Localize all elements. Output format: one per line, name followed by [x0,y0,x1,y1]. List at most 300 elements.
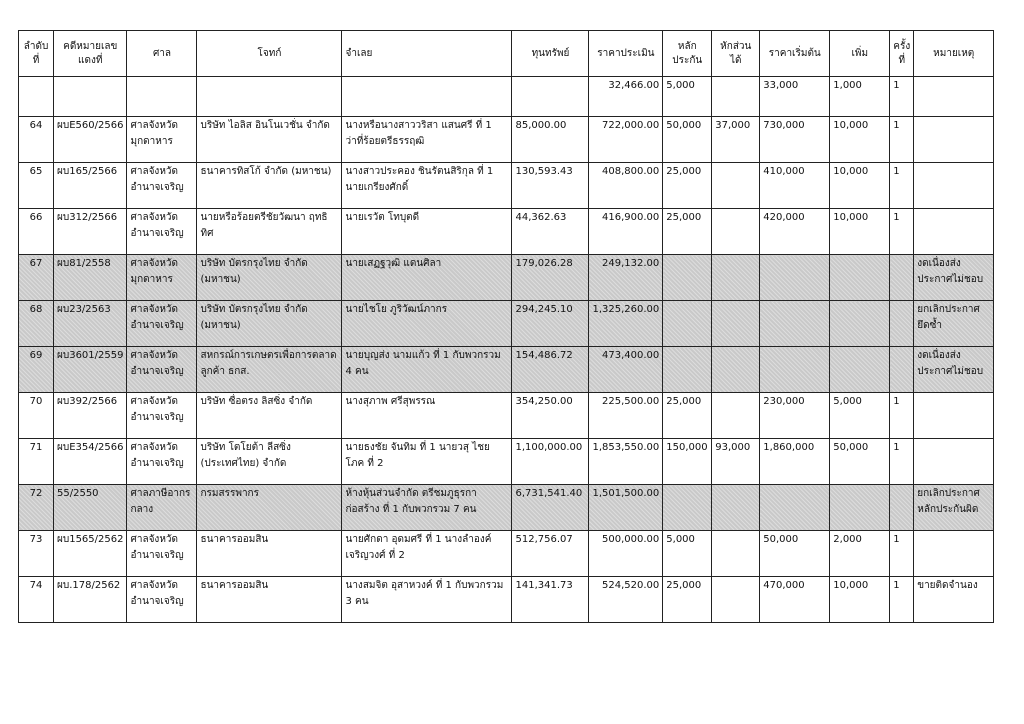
cell-court [127,77,197,117]
cell-deposit [663,255,712,301]
cell-court-text: ศาลจังหวัดอำนาจเจริญ [130,534,184,561]
cell-case-no-text: ผบ.178/2562 [57,580,121,591]
cell-appraisal [589,577,663,623]
cell-appraisal-text: 32,466.00 [608,80,660,91]
cell-appraisal [589,77,663,117]
cell-appraisal-text: 1,501,500.00 [592,488,660,499]
cell-times [890,577,914,623]
cell-remark [914,393,994,439]
cell-defendant-text: นายไชโย ภูริวัฒน์ภากร [345,304,448,315]
cell-remark [914,77,994,117]
cell-appraisal-text: 722,000.00 [602,120,660,131]
cell-deposit [663,163,712,209]
cell-no [19,301,54,347]
cell-case-no [54,439,127,485]
cell-defendant-text: ห้างหุ้นส่วนจำกัด ตรีชมภูธุรกา ก่อสร้าง ที่ 1 กับพวกรวม 7 คน [345,488,477,515]
cell-no [19,163,54,209]
cell-plaintiff-text: ธนาคารออมสิน [200,580,269,591]
cell-increment-text: 10,000 [833,166,869,177]
cell-remark [914,577,994,623]
cell-plaintiff-text: ธนาคารทิสโก้ จำกัด (มหาชน) [200,166,332,177]
cell-increment-text: 5,000 [833,396,862,407]
cell-defendant-text: นายศักดา อุดมศรี ที่ 1 นางลำองค์ เจริญวงศ์ ที่ 2 [345,534,492,561]
header-no: ลำดับที่ [19,31,54,77]
cell-case-no-text: ผบ392/2566 [57,396,118,407]
cell-remark-text: ขายติดจำนอง [917,580,978,591]
cell-capital [512,301,589,347]
cell-start-price [760,117,830,163]
header-plaintiff: โจทก์ [197,31,342,77]
cell-deductible-text: 93,000 [715,442,751,453]
cell-plaintiff [197,577,342,623]
cell-remark [914,439,994,485]
cell-deductible [712,163,760,209]
cell-plaintiff [197,347,342,393]
cell-plaintiff [197,393,342,439]
cell-appraisal-text: 225,500.00 [602,396,660,407]
cell-increment [830,255,890,301]
cell-deductible [712,301,760,347]
cell-times-text: 1 [893,166,900,177]
cell-defendant-text: นางสุภาพ ศรีสุพรรณ [345,396,436,407]
cell-defendant-text: นายเสฏฐวุฒิ แดนศิลา [345,258,442,269]
cell-plaintiff [197,439,342,485]
cell-start-price-text: 410,000 [763,166,805,177]
cell-plaintiff-text: บริษัท บัตรกรุงไทย จำกัด (มหาชน) [200,258,308,285]
cell-deductible [712,485,760,531]
cell-court-text: ศาลภาษีอากรกลาง [130,488,191,515]
cell-no-text: 71 [29,442,43,453]
table-row [19,163,994,209]
cell-capital-text: 512,756.07 [515,534,573,545]
cell-court-text: ศาลจังหวัดอำนาจเจริญ [130,166,184,193]
cell-appraisal-text: 500,000.00 [602,534,660,545]
cell-no-text: 64 [29,120,43,131]
header-deductible: หักส่วนได้ [712,31,760,77]
cell-case-no [54,485,127,531]
cell-capital-text: 179,026.28 [515,258,573,269]
cell-appraisal-text: 473,400.00 [602,350,660,361]
header-defendant: จำเลย [342,31,512,77]
cell-start-price [760,577,830,623]
cell-no-text: 70 [29,396,43,407]
cell-appraisal [589,301,663,347]
cell-plaintiff [197,163,342,209]
cell-appraisal-text: 1,853,550.00 [592,442,660,453]
cell-times [890,347,914,393]
cell-start-price [760,393,830,439]
cell-appraisal [589,255,663,301]
cell-defendant [342,577,512,623]
cell-plaintiff [197,117,342,163]
cell-remark-text: ยกเลิกประกาศหลักประกันผิด [917,488,980,515]
cell-times [890,439,914,485]
cell-capital-text: 1,100,000.00 [515,442,583,453]
cell-court [127,439,197,485]
cell-times [890,117,914,163]
cell-deductible-text: 37,000 [715,120,751,131]
document-sheet [18,30,994,623]
cell-capital-text: 44,362.63 [515,212,567,223]
cell-defendant [342,301,512,347]
cell-capital [512,531,589,577]
cell-no-text: 65 [29,166,43,177]
cell-court [127,485,197,531]
cell-start-price [760,209,830,255]
cell-court [127,301,197,347]
cell-defendant-text: นางสาวประคอง ชินรัตนสิริกุล ที่ 1 นายเกรียงศักดิ์ [345,166,494,193]
cell-start-price [760,77,830,117]
cell-times [890,209,914,255]
cell-increment [830,117,890,163]
cell-plaintiff-text: บริษัท โตโยต้า ลีสซิ่ง (ประเทศไทย) จำกัด [200,442,291,469]
cell-deductible [712,439,760,485]
cell-case-no [54,577,127,623]
cell-deductible [712,255,760,301]
cell-case-no [54,255,127,301]
cell-defendant [342,531,512,577]
cell-court-text: ศาลจังหวัดมุกดาหาร [130,258,179,285]
cell-appraisal [589,163,663,209]
cell-times [890,485,914,531]
header-row [19,31,994,77]
header-increment: เพิ่ม [830,31,890,77]
cell-capital-text: 294,245.10 [515,304,573,315]
cell-case-no [54,301,127,347]
cell-no-text: 68 [29,304,43,315]
cell-court-text: ศาลจังหวัดอำนาจเจริญ [130,396,184,423]
cell-court-text: ศาลจังหวัดอำนาจเจริญ [130,580,184,607]
cell-plaintiff [197,531,342,577]
cell-case-no-text: 55/2550 [57,488,99,499]
cell-appraisal-text: 249,132.00 [602,258,660,269]
cell-no [19,209,54,255]
cell-remark-text: งดเนื่องส่งประกาศไม่ชอบ [917,350,984,377]
cell-deposit [663,393,712,439]
cell-capital [512,209,589,255]
cell-deposit-text: 5,000 [666,534,695,545]
cell-start-price-text: 420,000 [763,212,805,223]
cell-deposit [663,531,712,577]
auction-table [18,30,994,623]
cell-no-text: 73 [29,534,43,545]
cell-times-text: 1 [893,580,900,591]
cell-court [127,117,197,163]
cell-times-text: 1 [893,80,900,91]
cell-increment-text: 1,000 [833,80,862,91]
header-start-price: ราคาเริ่มต้น [760,31,830,77]
cell-defendant [342,117,512,163]
cell-times [890,255,914,301]
cell-court [127,393,197,439]
cell-increment-text: 2,000 [833,534,862,545]
cell-times-text: 1 [893,120,900,131]
table-row [19,439,994,485]
cell-defendant [342,77,512,117]
cell-remark [914,485,994,531]
cell-increment [830,439,890,485]
cell-no [19,393,54,439]
header-appraisal: ราคาประเมิน [589,31,663,77]
cell-increment [830,209,890,255]
cell-capital [512,77,589,117]
cell-capital [512,577,589,623]
cell-times-text: 1 [893,442,900,453]
cell-start-price-text: 33,000 [763,80,799,91]
cell-appraisal [589,439,663,485]
cell-no-text: 72 [29,488,43,499]
cell-times [890,77,914,117]
cell-court-text: ศาลจังหวัดอำนาจเจริญ [130,304,184,331]
cell-capital-text: 354,250.00 [515,396,573,407]
cell-deposit-text: 50,000 [666,120,702,131]
cell-appraisal-text: 416,900.00 [602,212,660,223]
cell-remark [914,163,994,209]
cell-plaintiff-text: บริษัท บัตรกรุงไทย จำกัด (มหาชน) [200,304,308,331]
cell-appraisal [589,485,663,531]
cell-times-text: 1 [893,396,900,407]
cell-increment [830,577,890,623]
header-deposit: หลักประกัน [663,31,712,77]
cell-remark [914,255,994,301]
cell-increment [830,301,890,347]
cell-times [890,163,914,209]
cell-deductible [712,577,760,623]
table-row [19,209,994,255]
cell-capital [512,439,589,485]
table-row [19,255,994,301]
cell-increment [830,77,890,117]
cell-start-price [760,163,830,209]
cell-court [127,255,197,301]
header-case-no: คดีหมายเลขแดงที่ [54,31,127,77]
cell-case-no [54,347,127,393]
cell-case-no [54,209,127,255]
cell-plaintiff [197,77,342,117]
cell-times [890,301,914,347]
cell-plaintiff [197,209,342,255]
cell-deductible [712,393,760,439]
header-remark: หมายเหตุ [914,31,994,77]
cell-case-no [54,393,127,439]
cell-times-text: 1 [893,534,900,545]
cell-plaintiff-text: ธนาคารออมสิน [200,534,269,545]
cell-court [127,577,197,623]
cell-deposit-text: 25,000 [666,396,702,407]
cell-no [19,117,54,163]
cell-remark [914,347,994,393]
cell-no [19,255,54,301]
cell-deposit-text: 150,000 [666,442,708,453]
cell-case-no-text: ผบ165/2566 [57,166,118,177]
cell-case-no-text: ผบ23/2563 [57,304,111,315]
cell-capital [512,393,589,439]
cell-remark-text: ยกเลิกประกาศยึดซ้ำ [917,304,980,331]
cell-increment [830,485,890,531]
cell-deductible [712,347,760,393]
cell-plaintiff-text: นายหรือร้อยตรีชัยวัฒนา ฤทธิทิศ [200,212,328,239]
header-court: ศาล [127,31,197,77]
cell-case-no-text: ผบE354/2566 [57,442,124,453]
cell-no [19,77,54,117]
cell-plaintiff-text: กรมสรรพากร [200,488,259,499]
cell-start-price [760,255,830,301]
cell-capital [512,485,589,531]
cell-defendant-text: นายบุญส่ง นามแก้ว ที่ 1 กับพวกรวม 4 คน [345,350,501,377]
cell-plaintiff-text: บริษัท ไอลิส อินโนเวชั่น จำกัด [200,120,330,131]
cell-capital [512,163,589,209]
cell-defendant [342,347,512,393]
cell-case-no-text: ผบE560/2566 [57,120,124,131]
cell-start-price-text: 50,000 [763,534,799,545]
cell-appraisal-text: 524,520.00 [602,580,660,591]
cell-no [19,577,54,623]
cell-appraisal [589,117,663,163]
cell-deposit [663,577,712,623]
cell-case-no [54,77,127,117]
cell-start-price [760,485,830,531]
cell-deposit-text: 25,000 [666,580,702,591]
cell-capital-text: 85,000.00 [515,120,567,131]
table-row [19,531,994,577]
cell-deposit-text: 25,000 [666,166,702,177]
cell-defendant [342,439,512,485]
cell-appraisal [589,209,663,255]
cell-capital [512,347,589,393]
table-row [19,347,994,393]
cell-increment-text: 10,000 [833,580,869,591]
cell-start-price-text: 470,000 [763,580,805,591]
cell-capital-text: 130,593.43 [515,166,573,177]
cell-court-text: ศาลจังหวัดอำนาจเจริญ [130,442,184,469]
cell-no-text: 67 [29,258,43,269]
table-row [19,301,994,347]
cell-increment [830,163,890,209]
cell-start-price [760,531,830,577]
cell-appraisal [589,393,663,439]
cell-times-text: 1 [893,212,900,223]
cell-start-price [760,347,830,393]
cell-appraisal-text: 1,325,260.00 [592,304,660,315]
cell-increment [830,347,890,393]
cell-deposit [663,347,712,393]
cell-court [127,163,197,209]
cell-deposit [663,301,712,347]
header-times: ครั้งที่ [890,31,914,77]
cell-no [19,439,54,485]
cell-remark [914,531,994,577]
cell-deductible [712,209,760,255]
cell-case-no-text: ผบ3601/2559 [57,350,124,361]
table-row [19,393,994,439]
cell-defendant-text: นางสมจิต อุสาหวงค์ ที่ 1 กับพวกรวม 3 คน [345,580,504,607]
cell-capital-text: 6,731,541.40 [515,488,583,499]
cell-defendant-text: นายเรวัต โทบุตดี [345,212,420,223]
cell-court [127,209,197,255]
cell-deposit [663,439,712,485]
cell-plaintiff-text: สหกรณ์การเกษตรเพื่อการตลาดลูกค้า ธกส. [200,350,337,377]
cell-increment-text: 10,000 [833,212,869,223]
cell-appraisal [589,531,663,577]
table-row [19,117,994,163]
cell-no-text: 66 [29,212,43,223]
cell-court-text: ศาลจังหวัดมุกดาหาร [130,120,179,147]
cell-capital-text: 141,341.73 [515,580,573,591]
cell-start-price [760,439,830,485]
cell-appraisal-text: 408,800.00 [602,166,660,177]
cell-defendant [342,163,512,209]
cell-capital [512,117,589,163]
cell-increment [830,393,890,439]
cell-court [127,347,197,393]
cell-no [19,347,54,393]
cell-case-no [54,163,127,209]
cell-deposit-text: 25,000 [666,212,702,223]
cell-case-no [54,117,127,163]
cell-no-text: 74 [29,580,43,591]
cell-deductible [712,531,760,577]
cell-start-price [760,301,830,347]
cell-defendant [342,209,512,255]
cell-deposit-text: 5,000 [666,80,695,91]
cell-capital [512,255,589,301]
table-row [19,577,994,623]
cell-remark [914,209,994,255]
cell-defendant-text: นางหรือนางสาววริสา แสนศรี ที่ 1 ว่าที่ร้อยตรีธรรฤฒิ [345,120,492,147]
cell-case-no [54,531,127,577]
cell-no [19,531,54,577]
cell-plaintiff-text: บริษัท ซื่อตรง ลิสซิ่ง จำกัด [200,396,313,407]
cell-case-no-text: ผบ1565/2562 [57,534,124,545]
cell-defendant [342,255,512,301]
cell-deposit [663,209,712,255]
cell-deductible [712,77,760,117]
cell-increment [830,531,890,577]
header-capital: ทุนทรัพย์ [512,31,589,77]
cell-deposit [663,117,712,163]
cell-defendant [342,393,512,439]
cell-capital-text: 154,486.72 [515,350,573,361]
cell-case-no-text: ผบ81/2558 [57,258,111,269]
cell-times [890,393,914,439]
table-row [19,77,994,117]
cell-plaintiff [197,485,342,531]
cell-remark-text: งดเนื่องส่งประกาศไม่ชอบ [917,258,984,285]
cell-increment-text: 10,000 [833,120,869,131]
cell-court [127,531,197,577]
cell-appraisal [589,347,663,393]
cell-times [890,531,914,577]
cell-defendant-text: นายธงชัย จันทิม ที่ 1 นายวสุ ไชยโภค ที่ 2 [345,442,490,469]
cell-remark [914,117,994,163]
cell-court-text: ศาลจังหวัดอำนาจเจริญ [130,212,184,239]
cell-defendant [342,485,512,531]
cell-increment-text: 50,000 [833,442,869,453]
cell-start-price-text: 730,000 [763,120,805,131]
cell-plaintiff [197,255,342,301]
cell-start-price-text: 230,000 [763,396,805,407]
cell-court-text: ศาลจังหวัดอำนาจเจริญ [130,350,184,377]
cell-deposit [663,77,712,117]
cell-deductible [712,117,760,163]
cell-start-price-text: 1,860,000 [763,442,815,453]
cell-no-text: 69 [29,350,43,361]
table-row [19,485,994,531]
cell-case-no-text: ผบ312/2566 [57,212,118,223]
cell-remark [914,301,994,347]
cell-deposit [663,485,712,531]
cell-plaintiff [197,301,342,347]
